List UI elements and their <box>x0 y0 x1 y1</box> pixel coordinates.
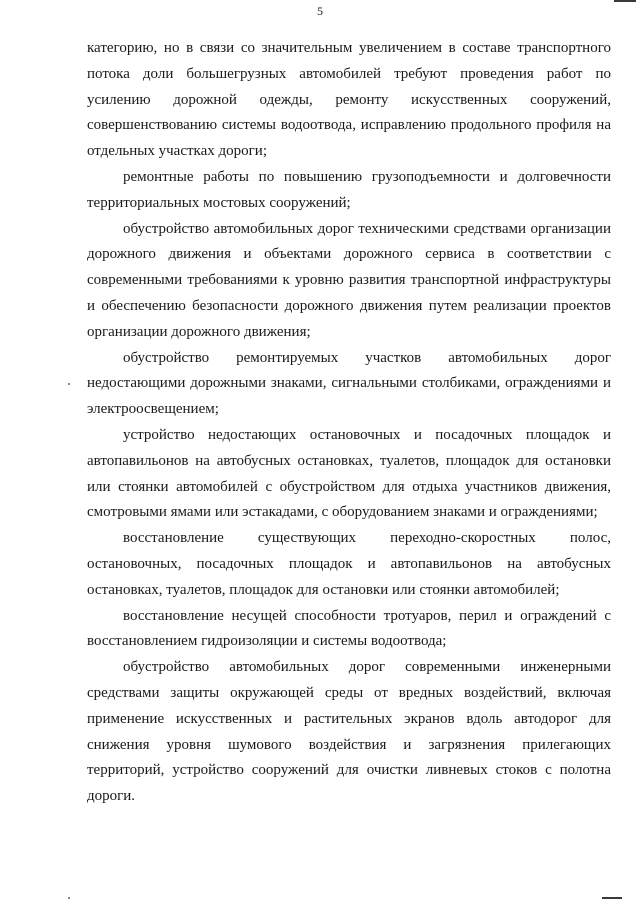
paragraph-sidewalks: восстановление несущей способности тротуаров, перил и ограждений с восстановлением гидроизоляции и системы водоотвода; <box>87 607 611 650</box>
scan-mark-top <box>614 0 636 2</box>
paragraph-lane-restoration: восстановление существующих переходно-скоростных полос, остановочных, посадочных площадок и автопавильонов на автобусных остановках, туалетов, площадок для остановки или стоянки автомобилей; <box>87 530 611 598</box>
page-number: 5 <box>317 4 323 18</box>
scan-mark-bottom <box>602 897 622 899</box>
scan-speck <box>68 897 70 899</box>
document-body <box>87 36 611 810</box>
paragraph-road-signs: обустройство ремонтируемых участков автомобильных дорог недостающими дорожными знаками, сигнальными столбиками, ограждениями и электроосвещением; <box>87 349 611 418</box>
paragraph-continuation: категорию, но в связи со значительным увеличением в составе транспортного потока доли большегрузных автомобилей требуют проведения работ по усилению дорожной одежды, ремонту искусственных сооружений, совершенствованию системы водоотвода, исправлению продольного профиля на отдельных участках дороги; <box>87 40 611 160</box>
paragraph-environment: обустройство автомобильных дорог современными инженерными средствами защиты окружающей среды от вредных воздействий, включая применение искусственных и растительных экранов вдоль автодорог для снижения уровня шумового воздействия и загрязнения прилегающих территорий, устройство сооружений для очистки ливневых стоков с полотна дороги. <box>87 659 611 805</box>
paragraph-bus-stops: устройство недостающих остановочных и посадочных площадок и автопавильонов на автобусных остановках, туалетов, площадок для остановки или стоянки автомобилей с обустройством для отдыха участников движения, смотровыми ямами или эстакадами, с оборудованием знаками и ограждениями; <box>87 426 611 521</box>
paragraph-traffic-equipment: обустройство автомобильных дорог техническими средствами организации дорожного движения и объектами дорожного сервиса в соответствии с современными требованиями к уровню развития транспортной инфраструктуры и обеспечению безопасности дорожного движения путем реализации проектов организации дорожного движения; <box>87 220 611 340</box>
paragraph-bridge-repair: ремонтные работы по повышению грузоподъемности и долговечности территориальных мостовых сооружений; <box>87 168 611 211</box>
scan-speck <box>68 383 70 385</box>
